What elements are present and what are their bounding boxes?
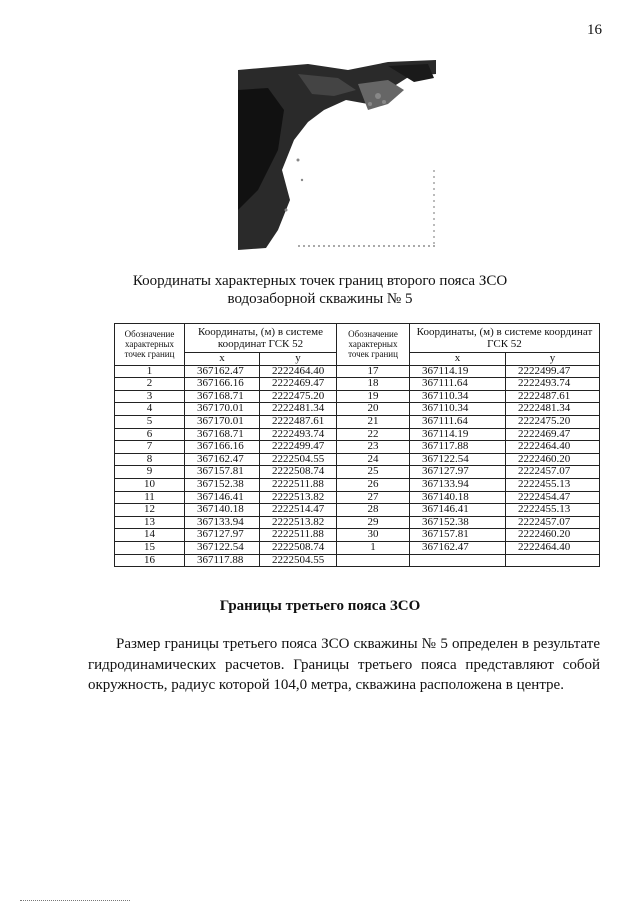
y-coordinate-cell: 2222464.40 — [260, 365, 337, 378]
point-id-cell: 3 — [115, 390, 185, 403]
y-coordinate-cell: 2222454.47 — [506, 491, 600, 504]
x-coordinate-cell: 367111.64 — [410, 378, 506, 391]
point-id-cell: 10 — [115, 478, 185, 491]
table-row — [115, 441, 600, 454]
y-coordinate-cell: 2222460.20 — [506, 529, 600, 542]
x-coordinate-cell: 367162.47 — [185, 453, 260, 466]
caption-line-2: водозаборной скважины № 5 — [227, 291, 413, 307]
point-id-cell: 4 — [115, 403, 185, 416]
y-coordinate-cell: 2222460.20 — [506, 453, 600, 466]
coordinates-table — [114, 323, 600, 567]
x-coordinate-cell: 367127.97 — [410, 466, 506, 479]
point-id-cell: 23 — [337, 441, 410, 454]
y-coordinate-cell: 2222487.61 — [506, 390, 600, 403]
y-coordinate-cell: 2222511.88 — [260, 529, 337, 542]
y-coordinate-cell: 2222481.34 — [260, 403, 337, 416]
x-coordinate-cell: 367170.01 — [185, 415, 260, 428]
y-coordinate-cell: 2222511.88 — [260, 478, 337, 491]
y-coordinate-cell: 2222493.74 — [260, 428, 337, 441]
point-id-cell: 6 — [115, 428, 185, 441]
x-coordinate-cell: 367133.94 — [185, 516, 260, 529]
y-coordinate-cell: 2222481.34 — [506, 403, 600, 416]
table-row — [115, 466, 600, 479]
y-coordinate-cell: 2222455.13 — [506, 504, 600, 517]
header-y-left: y — [260, 353, 337, 366]
header-x-left: x — [185, 353, 260, 366]
point-id-cell: 8 — [115, 453, 185, 466]
table-row — [115, 390, 600, 403]
point-id-cell: 19 — [337, 390, 410, 403]
point-id-cell: 11 — [115, 491, 185, 504]
point-id-cell: 28 — [337, 504, 410, 517]
header-y-right: y — [506, 353, 600, 366]
point-id-cell: 30 — [337, 529, 410, 542]
table-row — [115, 478, 600, 491]
y-coordinate-cell: 2222508.74 — [260, 466, 337, 479]
table-row — [115, 453, 600, 466]
footer-divider — [20, 900, 130, 901]
x-coordinate-cell: 367114.19 — [410, 428, 506, 441]
x-coordinate-cell: 367140.18 — [410, 491, 506, 504]
table-row — [115, 541, 600, 554]
table-row — [115, 415, 600, 428]
point-id-cell: 15 — [115, 541, 185, 554]
caption-line-1: Координаты характерных точек границ второго пояса ЗСО — [132, 273, 508, 289]
point-id-cell: 21 — [337, 415, 410, 428]
x-coordinate-cell: 367152.38 — [410, 516, 506, 529]
x-coordinate-cell: 367114.19 — [410, 365, 506, 378]
point-id-cell: 26 — [337, 478, 410, 491]
x-coordinate-cell: 367133.94 — [410, 478, 506, 491]
x-coordinate-cell: 367111.64 — [410, 415, 506, 428]
x-coordinate-cell: 367168.71 — [185, 390, 260, 403]
x-coordinate-cell: 367166.16 — [185, 441, 260, 454]
point-id-cell: 2 — [115, 378, 185, 391]
header-coords-right: Координаты, (м) в системе координат ГСК 52 — [410, 324, 600, 353]
x-coordinate-cell: 367170.01 — [185, 403, 260, 416]
point-id-cell: 24 — [337, 453, 410, 466]
y-coordinate-cell: 2222464.40 — [506, 441, 600, 454]
x-coordinate-cell: 367122.54 — [410, 453, 506, 466]
x-coordinate-cell: 367152.38 — [185, 478, 260, 491]
x-coordinate-cell: 367117.88 — [185, 554, 260, 567]
page-number: 16 — [587, 22, 602, 38]
y-coordinate-cell: 2222499.47 — [506, 365, 600, 378]
y-coordinate-cell: 2222513.82 — [260, 516, 337, 529]
x-coordinate-cell: 367110.34 — [410, 390, 506, 403]
table-row — [115, 516, 600, 529]
scanned-map-fragment-icon — [238, 60, 436, 252]
y-coordinate-cell: 2222499.47 — [260, 441, 337, 454]
header-x-right: x — [410, 353, 506, 366]
y-coordinate-cell: 2222487.61 — [260, 415, 337, 428]
x-coordinate-cell: 367168.71 — [185, 428, 260, 441]
table-row — [115, 428, 600, 441]
point-id-cell: 16 — [115, 554, 185, 567]
table-row — [115, 378, 600, 391]
table-row — [115, 491, 600, 504]
x-coordinate-cell: 367110.34 — [410, 403, 506, 416]
point-id-cell: 13 — [115, 516, 185, 529]
point-id-cell: 9 — [115, 466, 185, 479]
x-coordinate-cell: 367162.47 — [410, 541, 506, 554]
point-id-cell — [337, 554, 410, 567]
map-fragment-image — [238, 60, 436, 252]
point-id-cell: 17 — [337, 365, 410, 378]
header-point-right: Обозначение характерных точек границ — [337, 324, 410, 366]
x-coordinate-cell: 367117.88 — [410, 441, 506, 454]
y-coordinate-cell: 2222455.13 — [506, 478, 600, 491]
x-coordinate-cell: 367162.47 — [185, 365, 260, 378]
y-coordinate-cell: 2222504.55 — [260, 453, 337, 466]
section-paragraph: Размер границы третьего пояса ЗСО скважины № 5 определен в результате гидродинамических расчетов. Границы третьего пояса представляют собой окружность, радиус которой 104,0 метра, скважина расположена в центре. — [88, 636, 600, 693]
y-coordinate-cell: 2222493.74 — [506, 378, 600, 391]
point-id-cell: 18 — [337, 378, 410, 391]
y-coordinate-cell: 2222504.55 — [260, 554, 337, 567]
x-coordinate-cell: 367127.97 — [185, 529, 260, 542]
table-row — [115, 403, 600, 416]
table-row — [115, 504, 600, 517]
point-id-cell: 1 — [337, 541, 410, 554]
coordinates-table-body — [115, 365, 600, 567]
header-coords-left: Координаты, (м) в системе координат ГСК 52 — [185, 324, 337, 353]
y-coordinate-cell: 2222475.20 — [506, 415, 600, 428]
x-coordinate-cell: 367157.81 — [185, 466, 260, 479]
table-row — [115, 365, 600, 378]
x-coordinate-cell: 367140.18 — [185, 504, 260, 517]
y-coordinate-cell: 2222457.07 — [506, 466, 600, 479]
section-title: Границы третьего пояса ЗСО — [219, 598, 421, 614]
x-coordinate-cell: 367146.41 — [410, 504, 506, 517]
x-coordinate-cell: 367146.41 — [185, 491, 260, 504]
point-id-cell: 5 — [115, 415, 185, 428]
y-coordinate-cell: 2222464.40 — [506, 541, 600, 554]
point-id-cell: 22 — [337, 428, 410, 441]
y-coordinate-cell — [506, 554, 600, 567]
table-row — [115, 529, 600, 542]
y-coordinate-cell: 2222508.74 — [260, 541, 337, 554]
table-row — [115, 554, 600, 567]
point-id-cell: 25 — [337, 466, 410, 479]
point-id-cell: 20 — [337, 403, 410, 416]
point-id-cell: 14 — [115, 529, 185, 542]
y-coordinate-cell: 2222469.47 — [506, 428, 600, 441]
x-coordinate-cell — [410, 554, 506, 567]
x-coordinate-cell: 367166.16 — [185, 378, 260, 391]
y-coordinate-cell: 2222513.82 — [260, 491, 337, 504]
y-coordinate-cell: 2222457.07 — [506, 516, 600, 529]
point-id-cell: 1 — [115, 365, 185, 378]
header-point-left: Обозначение характерных точек границ — [115, 324, 185, 366]
y-coordinate-cell: 2222475.20 — [260, 390, 337, 403]
x-coordinate-cell: 367157.81 — [410, 529, 506, 542]
point-id-cell: 27 — [337, 491, 410, 504]
point-id-cell: 12 — [115, 504, 185, 517]
y-coordinate-cell: 2222469.47 — [260, 378, 337, 391]
point-id-cell: 29 — [337, 516, 410, 529]
x-coordinate-cell: 367122.54 — [185, 541, 260, 554]
point-id-cell: 7 — [115, 441, 185, 454]
table-caption — [0, 272, 640, 308]
y-coordinate-cell: 2222514.47 — [260, 504, 337, 517]
